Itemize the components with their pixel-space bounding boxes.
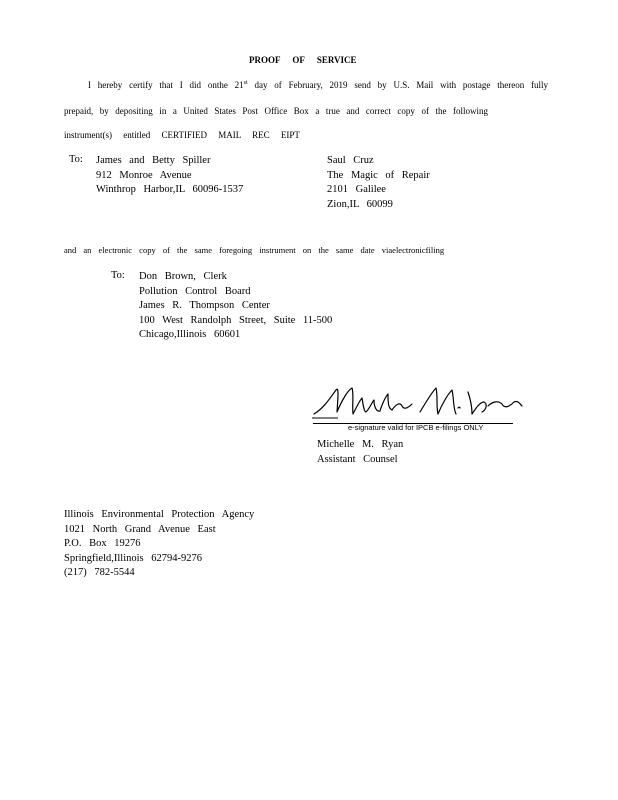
signer-name: Michelle M. Ryan xyxy=(317,439,404,450)
cert-text-a: I hereby certify that I did onthe 21 xyxy=(88,80,244,90)
e-signature-note: e-signature valid for IPCB e-filings ONLY xyxy=(348,423,484,432)
agency-address xyxy=(64,508,254,581)
recipient-left-city: Winthrop Harbor,IL 60096-1537 xyxy=(96,184,244,195)
clerk-address xyxy=(139,270,332,343)
cert-text-b: day of February, 2019 send by U.S. Mail with postage thereon fully xyxy=(254,80,549,90)
signer-title: Assistant Counsel xyxy=(317,453,398,465)
agency-city: Springfield,Illinois 62794-9276 xyxy=(64,552,202,564)
clerk-street: 100 West Randolph Street, Suite 11-500 xyxy=(139,314,333,326)
certification-line-3: instrument(s) entitled CERTIFIED MAIL REC EIPT xyxy=(64,130,300,140)
recipient-right-name: Saul Cruz xyxy=(327,155,374,166)
recipient-left-name: James and Betty Spiller xyxy=(96,155,211,166)
recipient-left-street: 912 Monroe Avenue xyxy=(96,169,192,181)
document-title: PROOF OF SERVICE xyxy=(249,55,357,65)
cert-date-suffix: st xyxy=(243,80,248,86)
certification-line-2: prepaid, by depositing in a United States Post Office Box a true and correct copy of the following xyxy=(64,106,488,116)
handwritten-signature xyxy=(308,378,528,428)
electronic-filing-line: and an electronic copy of the same foregoing instrument on the same date viaelectronicfiling xyxy=(64,245,445,255)
certification-line-1 xyxy=(88,80,548,90)
signer-block xyxy=(317,438,403,467)
clerk-city: Chicago,Illinois 60601 xyxy=(139,329,241,340)
agency-po-box: P.O. Box 19276 xyxy=(64,538,141,549)
agency-phone: (217) 782-5544 xyxy=(64,567,135,578)
to-label-clerk: To: xyxy=(111,270,125,281)
clerk-building: James R. Thompson Center xyxy=(139,300,270,311)
recipient-address-right xyxy=(327,154,430,212)
clerk-board: Pollution Control Board xyxy=(139,285,251,297)
clerk-name: Don Brown, Clerk xyxy=(139,271,227,282)
agency-street: 1021 North Grand Avenue East xyxy=(64,523,216,535)
recipient-address-left xyxy=(96,154,243,198)
agency-name: Illinois Environmental Protection Agency xyxy=(64,509,255,520)
recipient-right-city: Zion,IL 60099 xyxy=(327,198,393,210)
recipient-right-street: 2101 Galilee xyxy=(327,184,386,195)
recipient-right-business: The Magic of Repair xyxy=(327,169,430,181)
to-label-mail: To: xyxy=(69,154,83,165)
